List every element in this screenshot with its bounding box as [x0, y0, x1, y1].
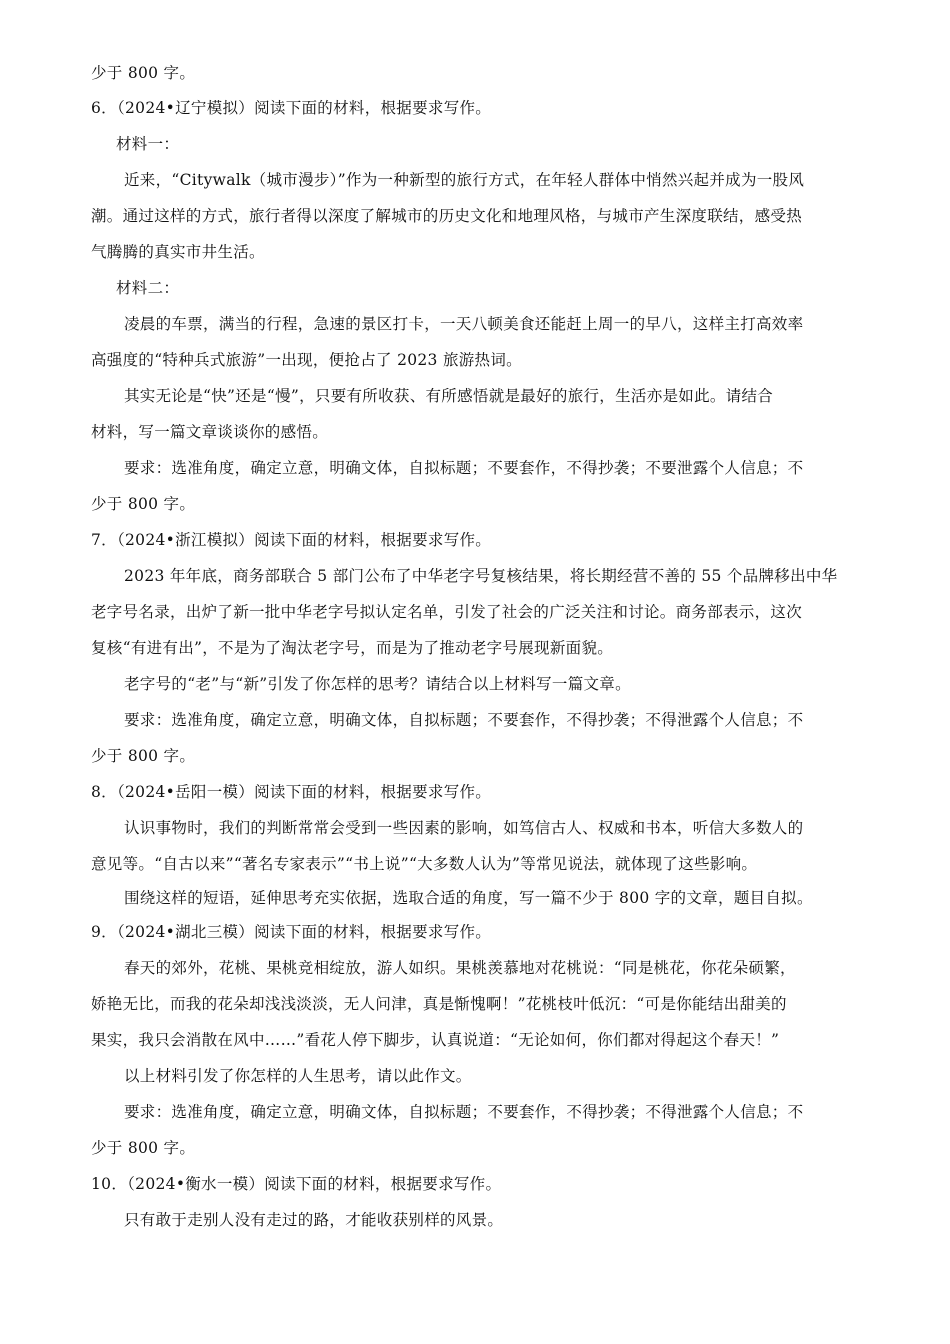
text-line: 娇艳无比，而我的花朵却浅浅淡淡，无人问津，真是惭愧啊！”花桃枝叶低沉：“可是你能结出甜美的 — [91, 995, 787, 1013]
text-line: 春天的郊外，花桃、果桃竞相绽放，游人如织。果桃羡慕地对花桃说：“同是桃花，你花朵硕繁， — [124, 959, 796, 977]
text-line: 气腾腾的真实市井生活。 — [91, 243, 265, 261]
text-line: 凌晨的车票，满当的行程，急速的景区打卡，一天八顿美食还能赶上周一的早八，这样主打高效率 — [124, 315, 804, 333]
requirement-line: 要求：选准角度，确定立意，明确文体，自拟标题；不要套作，不得抄袭；不要泄露个人信息；不 — [124, 459, 804, 477]
text-line: 2023 年年底，商务部联合 5 部门公布了中华老字号复核结果，将长期经营不善的 55 个品牌移出中华 — [124, 567, 838, 585]
text-line: 老字号的“老”与“新”引发了你怎样的思考？请结合以上材料写一篇文章。 — [124, 675, 631, 693]
question-10-heading: 10．（2024•衡水一模）阅读下面的材料，根据要求写作。 — [91, 1175, 502, 1193]
question-8-heading: 8．（2024•岳阳一模）阅读下面的材料，根据要求写作。 — [91, 783, 492, 801]
question-9-heading: 9．（2024•湖北三模）阅读下面的材料，根据要求写作。 — [91, 923, 492, 941]
requirement-line: 少于 800 字。 — [91, 747, 196, 765]
text-line: 材料，写一篇文章谈谈你的感悟。 — [91, 423, 329, 441]
text-line: 其实无论是“快”还是“慢”，只要有所收获、有所感悟就是最好的旅行，生活亦是如此。请结合 — [124, 387, 774, 405]
text-line: 只有敢于走别人没有走过的路，才能收获别样的风景。 — [124, 1211, 504, 1229]
requirement-line: 要求：选准角度，确定立意，明确文体，自拟标题；不要套作，不得抄袭；不得泄露个人信息；不 — [124, 1103, 804, 1121]
text-line: 老字号名录，出炉了新一批中华老字号拟认定名单，引发了社会的广泛关注和讨论。商务部表示，这次 — [91, 603, 803, 621]
text-line: 围绕这样的短语，延伸思考充实依据，选取合适的角度，写一篇不少于 800 字的文章，题目自拟。 — [124, 889, 813, 907]
requirement-line: 少于 800 字。 — [91, 495, 196, 513]
text-line: 认识事物时，我们的判断常常会受到一些因素的影响，如笃信古人、权威和书本，听信大多数人的 — [124, 819, 804, 837]
material-2-label: 材料二： — [116, 279, 180, 297]
question-6-heading: 6．（2024•辽宁模拟）阅读下面的材料，根据要求写作。 — [91, 99, 492, 117]
question-7-heading: 7．（2024•浙江模拟）阅读下面的材料，根据要求写作。 — [91, 531, 492, 549]
text-line: 以上材料引发了你怎样的人生思考，请以此作文。 — [124, 1067, 472, 1085]
text-line: 高强度的“特种兵式旅游”一出现，便抢占了 2023 旅游热词。 — [91, 351, 522, 369]
text-line: 复核“有进有出”，不是为了淘汰老字号，而是为了推动老字号展现新面貌。 — [91, 639, 614, 657]
text-line: 果实，我只会消散在风中……”看花人停下脚步，认真说道：“无论如何，你们都对得起这个春天！” — [91, 1031, 780, 1049]
text-line: 意见等。“自古以来”“著名专家表示”“书上说”“大多数人认为”等常见说法，就体现了这些影响。 — [91, 855, 758, 873]
text-line: 近来，“Citywalk（城市漫步）”作为一种新型的旅行方式，在年轻人群体中悄然兴起并成为一股风 — [124, 171, 805, 189]
text-line: 少于 800 字。 — [91, 64, 196, 82]
text-line: 潮。通过这样的方式，旅行者得以深度了解城市的历史文化和地理风格，与城市产生深度联结，感受热 — [91, 207, 803, 225]
material-1-label: 材料一： — [116, 135, 180, 153]
requirement-line: 少于 800 字。 — [91, 1139, 196, 1157]
requirement-line: 要求：选准角度，确定立意，明确文体，自拟标题；不要套作，不得抄袭；不得泄露个人信息；不 — [124, 711, 804, 729]
